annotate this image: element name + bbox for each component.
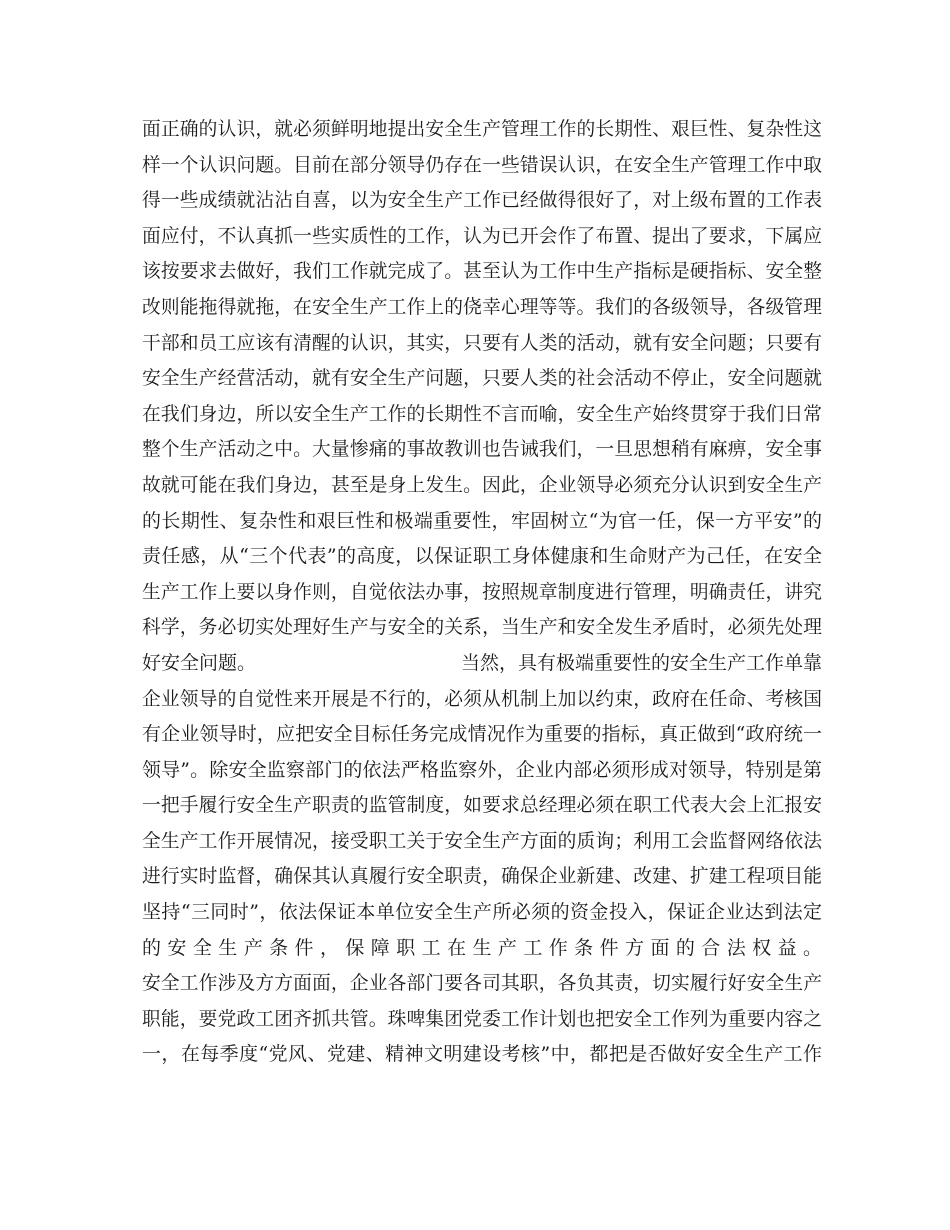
- text-line: 领导”。除安全监察部门的依法严格监察外，企业内部必须形成对领导，特别是第: [142, 758, 822, 781]
- text-line: 有企业领导时，应把安全目标任务完成情况作为重要的指标，真正做到“政府统一: [142, 723, 822, 746]
- split-line-right: 当然，具有极端重要性的安全生产工作单靠: [460, 651, 822, 674]
- text-line: 整个生产活动之中。大量惨痛的事故教训也告诫我们，一旦思想稍有麻痹，安全事: [142, 439, 822, 461]
- text-line: 责任感，从“三个代表”的高度，以保证职工身体健康和生命财产为己任，在安全: [142, 545, 822, 568]
- text-line: 得一些成绩就沾沾自喜，以为安全生产工作已经做得很好了，对上级布置的工作表: [142, 190, 822, 212]
- text-line: 企业领导的自觉性来开展是不行的，必须从机制上加以约束，政府在任命、考核国: [142, 688, 822, 710]
- body-text: [142, 112, 822, 1073]
- text-line: 改则能拖得就拖，在安全生产工作上的侥幸心理等等。我们的各级领导，各级管理: [142, 296, 822, 318]
- text-line: 全生产工作开展情况，接受职工关于安全生产方面的质询；利用工会监督网络依法: [142, 830, 822, 852]
- text-line: 故就可能在我们身边，甚至是身上发生。因此，企业领导必须充分认识到安全生产: [142, 474, 822, 496]
- text-line: 生产工作上要以身作则，自觉依法办事，按照规章制度进行管理，明确责任，讲究: [142, 581, 822, 603]
- text-line: 面应付，不认真抓一些实质性的工作，认为已开会作了布置、提出了要求，下属应: [142, 225, 822, 247]
- text-line: 坚持“三同时”，依法保证本单位安全生产所必须的资金投入，保证企业达到法定: [142, 901, 822, 924]
- text-line: 的安全生产条件，保障职工在生产工作条件方面的合法权益。: [142, 936, 822, 959]
- text-line: 进行实时监督，确保其认真履行安全职责，确保企业新建、改建、扩建工程项目能: [142, 866, 822, 888]
- text-line: 样一个认识问题。目前在部分领导仍存在一些错误认识，在安全生产管理工作中取: [142, 154, 822, 176]
- text-line: 的长期性、复杂性和艰巨性和极端重要性，牢固树立“为官一任，保一方平安”的: [142, 509, 822, 532]
- text-line: 一把手履行安全生产职责的监管制度，如要求总经理必须在职工代表大会上汇报安: [142, 795, 822, 817]
- text-line: 面正确的认识，就必须鲜明地提出安全生产管理工作的长期性、艰巨性、复杂性这: [142, 119, 822, 140]
- text-line: 科学，务必切实处理好生产与安全的关系，当生产和安全发生矛盾时，必须先处理: [142, 617, 822, 639]
- text-line: 一，在每季度“党风、党建、精神文明建设考核”中，都把是否做好安全生产工作: [142, 1043, 822, 1066]
- text-line: 安全工作涉及方方面面，企业各部门要各司其职，各负其责，切实履行好安全生产: [142, 973, 822, 995]
- split-line-left: 好安全问题。: [142, 651, 257, 674]
- text-line: 干部和员工应该有清醒的认识，其实，只要有人类的活动，就有安全问题；只要有: [142, 332, 822, 354]
- text-line: 职能，要党政工团齐抓共管。珠啤集团党委工作计划也把安全工作列为重要内容之: [142, 1008, 822, 1030]
- text-line: 安全生产经营活动，就有安全生产问题，只要人类的社会活动不停止，安全问题就: [142, 368, 822, 390]
- text-line: 在我们身边，所以安全生产工作的长期性不言而喻，安全生产始终贯穿于我们日常: [142, 403, 822, 425]
- split-text-line: [142, 646, 822, 682]
- text-line: 该按要求去做好，我们工作就完成了。甚至认为工作中生产指标是硬指标、安全整: [142, 261, 822, 283]
